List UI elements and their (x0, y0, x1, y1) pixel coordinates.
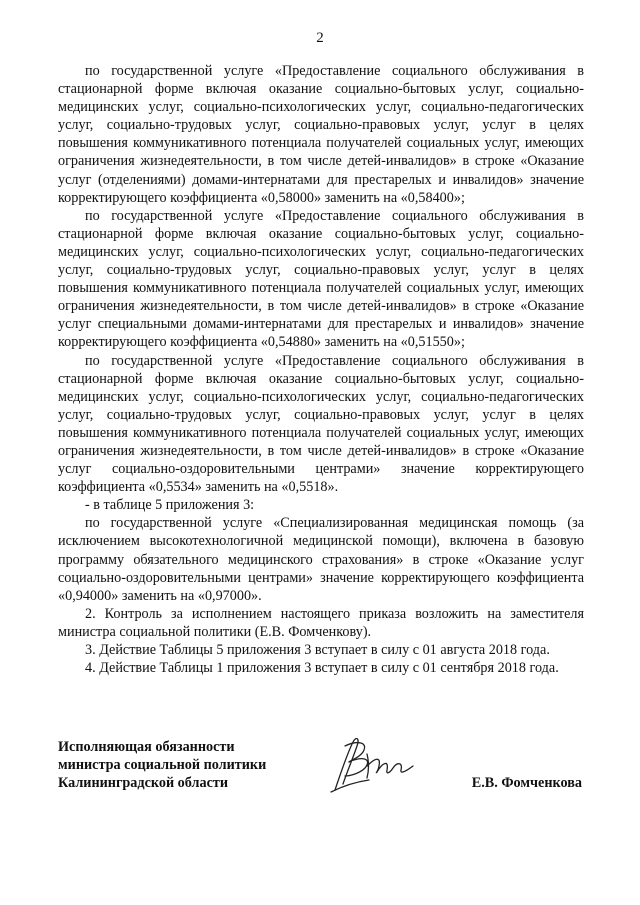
paragraph-specialized-medical-care: по государственной услуге «Специализированная медицинская помощь (за исключением высокотехнологичной медицинской помощи), включена в базовую программу обязательного медицинского страхования» в строке «Оказание услуг социально-оздоровительными центрами» значение корректирующего коэффициента «0,94000» заменить на «0,97000». (58, 515, 584, 604)
paragraph-coefficient-health-centers: по государственной услуге «Предоставление социального обслуживания в стационарной форме включая оказание социально-бытовых услуг, социально-медицинских услуг, социально-психологических услуг, социально-педагогических услуг, социально-трудовых услуг, социально-правовых услуг, услуг в целях повышения коммуникативного потенциала получателей социальных услуг, имеющих ограничения жизнедеятельности, в том числе детей-инвалидов» в строке «Оказание услуг социально-оздоровительными центрами» значение корректирующего коэффициента «0,5534» заменить на «0,5518». (58, 352, 584, 496)
signatory-title-line: Исполняющая обязанности (58, 739, 235, 755)
paragraph-table5-heading: - в таблице 5 приложения 3: (85, 497, 255, 514)
signatory-name: Е.В. Фомченкова (471, 775, 582, 791)
handwritten-signature (323, 732, 423, 798)
paragraph-coefficient-special-homes: по государственной услуге «Предоставление социального обслуживания в стационарной форме включая оказание социально-бытовых услуг, социально-медицинских услуг, социально-психологических услуг, социально-педагогических услуг, социально-трудовых услуг, социально-правовых услуг, услуг в целях повышения коммуникативного потенциала получателей социальных услуг, имеющих ограничения жизнедеятельности, в том числе детей-инвалидов» в строке «Оказание услуг специальными домами-интернатами для престарелых и инвалидов» значение корректирующего коэффициента «0,54880» заменить на «0,51550»; (58, 207, 584, 351)
page-number: 2 (316, 30, 324, 46)
paragraph-table5-effective: 3. Действие Таблицы 5 приложения 3 вступает в силу с 01 августа 2018 года. (85, 642, 550, 658)
paragraph-coefficient-elderly-homes: по государственной услуге «Предоставление социального обслуживания в стационарной форме включая оказание социально-бытовых услуг, социально-медицинских услуг, социально-психологических услуг, социально-педагогических услуг, социально-трудовых услуг, социально-правовых услуг, услуг в целях повышения коммуникативного потенциала получателей социальных услуг, имеющих ограничения жизнедеятельности, в том числе детей-инвалидов» в строке «Оказание услуг (отделениями) домами-интернатами для престарелых и инвалидов» значение корректирующего коэффициента «0,58000» заменить на «0,58400»; (58, 63, 584, 206)
document-body (58, 62, 584, 677)
signature-block (58, 738, 584, 818)
signatory-title-line: министра социальной политики (58, 757, 267, 774)
paragraph-table1-effective: 4. Действие Таблицы 1 приложения 3 вступает в силу с 01 сентября 2018 года. (85, 660, 559, 677)
signatory-title-line: Калининградской области (58, 775, 229, 792)
signatory-title (58, 738, 266, 792)
paragraph-control: 2. Контроль за исполнением настоящего приказа возложить на заместителя министра социальной политики (Е.В. Фомченкову). (58, 605, 584, 640)
